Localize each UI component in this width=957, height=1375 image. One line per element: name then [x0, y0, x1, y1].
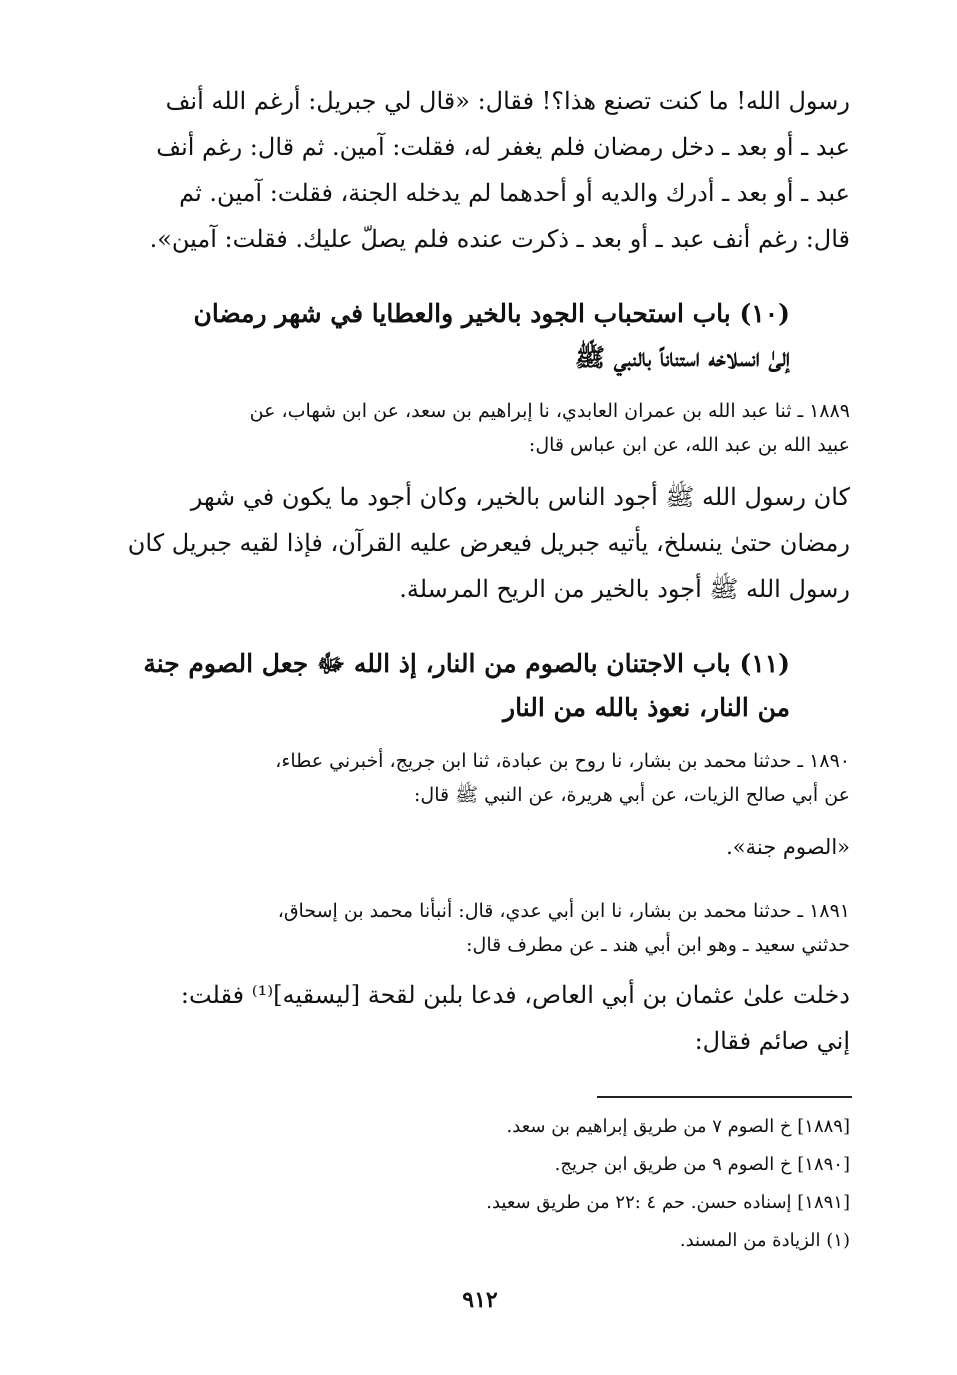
matn-line: رمضان حتىٰ ينسلخ، يأتيه جبريل فيعرض عليه القرآن، فإذا لقيه جبريل كان: [127, 529, 850, 557]
footnotes: [300, 1108, 850, 1260]
matn-line: «الصوم جنة».: [726, 835, 850, 859]
isnad-line: ١٨٨٩ ـ ثنا عبد الله بن عمران العابدي، نا إبراهيم بن سعد، عن ابن شهاب، عن: [249, 400, 850, 422]
footnote-1: (١) الزيادة من المسند.: [679, 1230, 850, 1251]
hadith-1890-matn: [100, 830, 850, 864]
matn-line: كان رسول الله ﷺ أجود الناس بالخير، وكان أجود ما يكون في شهر: [190, 483, 850, 511]
isnad-line: حدثني سعيد ـ وهو ابن أبي هند ـ عن مطرف قال:: [466, 934, 850, 956]
isnad-line: عن أبي صالح الزيات، عن أبي هريرة، عن النبي ﷺ قال:: [414, 784, 850, 806]
hadith-1890-isnad: [100, 744, 850, 812]
isnad-line: عبيد الله بن عبد الله، عن ابن عباس قال:: [528, 434, 850, 456]
chapter-heading-10: [130, 292, 790, 380]
footnote-1890: [١٨٩٠] خ الصوم ٩ من طريق ابن جريج.: [554, 1154, 850, 1175]
hadith-1891-isnad: [100, 894, 850, 962]
matn-line: دخلت علىٰ عثمان بن أبي العاص، فدعا بلبن لقحة [ليسقيه]⁽¹⁾ فقلت:: [180, 981, 850, 1009]
text-line: رسول الله! ما كنت تصنع هذا؟! فقال: «قال لي جبريل: أرغم الله أنف: [165, 87, 850, 115]
continuation-paragraph: [100, 78, 850, 262]
hadith-1889-matn: [100, 474, 850, 612]
chapter-heading-11: [130, 642, 790, 730]
heading-line: إلىٰ انسلاخه استناناً بالنبي ﷺ: [574, 343, 790, 372]
heading-line: من النار، نعوذ بالله من النار: [503, 693, 790, 722]
isnad-line: ١٨٩١ ـ حدثنا محمد بن بشار، نا ابن أبي عدي، قال: أنبأنا محمد بن إسحاق،: [277, 900, 850, 922]
text-line: عبد ـ أو بعد ـ أدرك والديه أو أحدهما لم يدخله الجنة، فقلت: آمين. ثم: [179, 179, 850, 207]
matn-line: رسول الله ﷺ أجود بالخير من الريح المرسلة.: [399, 575, 850, 603]
page-number: ٩١٢: [462, 1287, 498, 1313]
footnote-1891: [١٨٩١] إسناده حسن. حم ٤ :٢٢ من طريق سعيد.: [486, 1192, 850, 1213]
heading-line: (١١) باب الاجتنان بالصوم من النار، إذ الله ﷻ جعل الصوم جنة: [143, 649, 790, 678]
footnote-divider: [597, 1096, 852, 1098]
text-line: عبد ـ أو بعد ـ دخل رمضان فلم يغفر له، فقلت: آمين. ثم قال: رغم أنف: [156, 133, 850, 161]
heading-line: (١٠) باب استحباب الجود بالخير والعطايا في شهر رمضان: [193, 299, 790, 328]
isnad-line: ١٨٩٠ ـ حدثنا محمد بن بشار، نا روح بن عبادة، ثنا ابن جريج، أخبرني عطاء،: [275, 750, 850, 772]
text-line: قال: رغم أنف عبد ـ أو بعد ـ ذكرت عنده فلم يصلّ عليك. فقلت: آمين».: [149, 225, 850, 253]
footnote-1889: [١٨٨٩] خ الصوم ٧ من طريق إبراهيم بن سعد.: [506, 1116, 850, 1137]
matn-line: إني صائم فقال:: [694, 1027, 850, 1055]
hadith-1891-matn: [100, 972, 850, 1064]
hadith-1889-isnad: [100, 394, 850, 462]
